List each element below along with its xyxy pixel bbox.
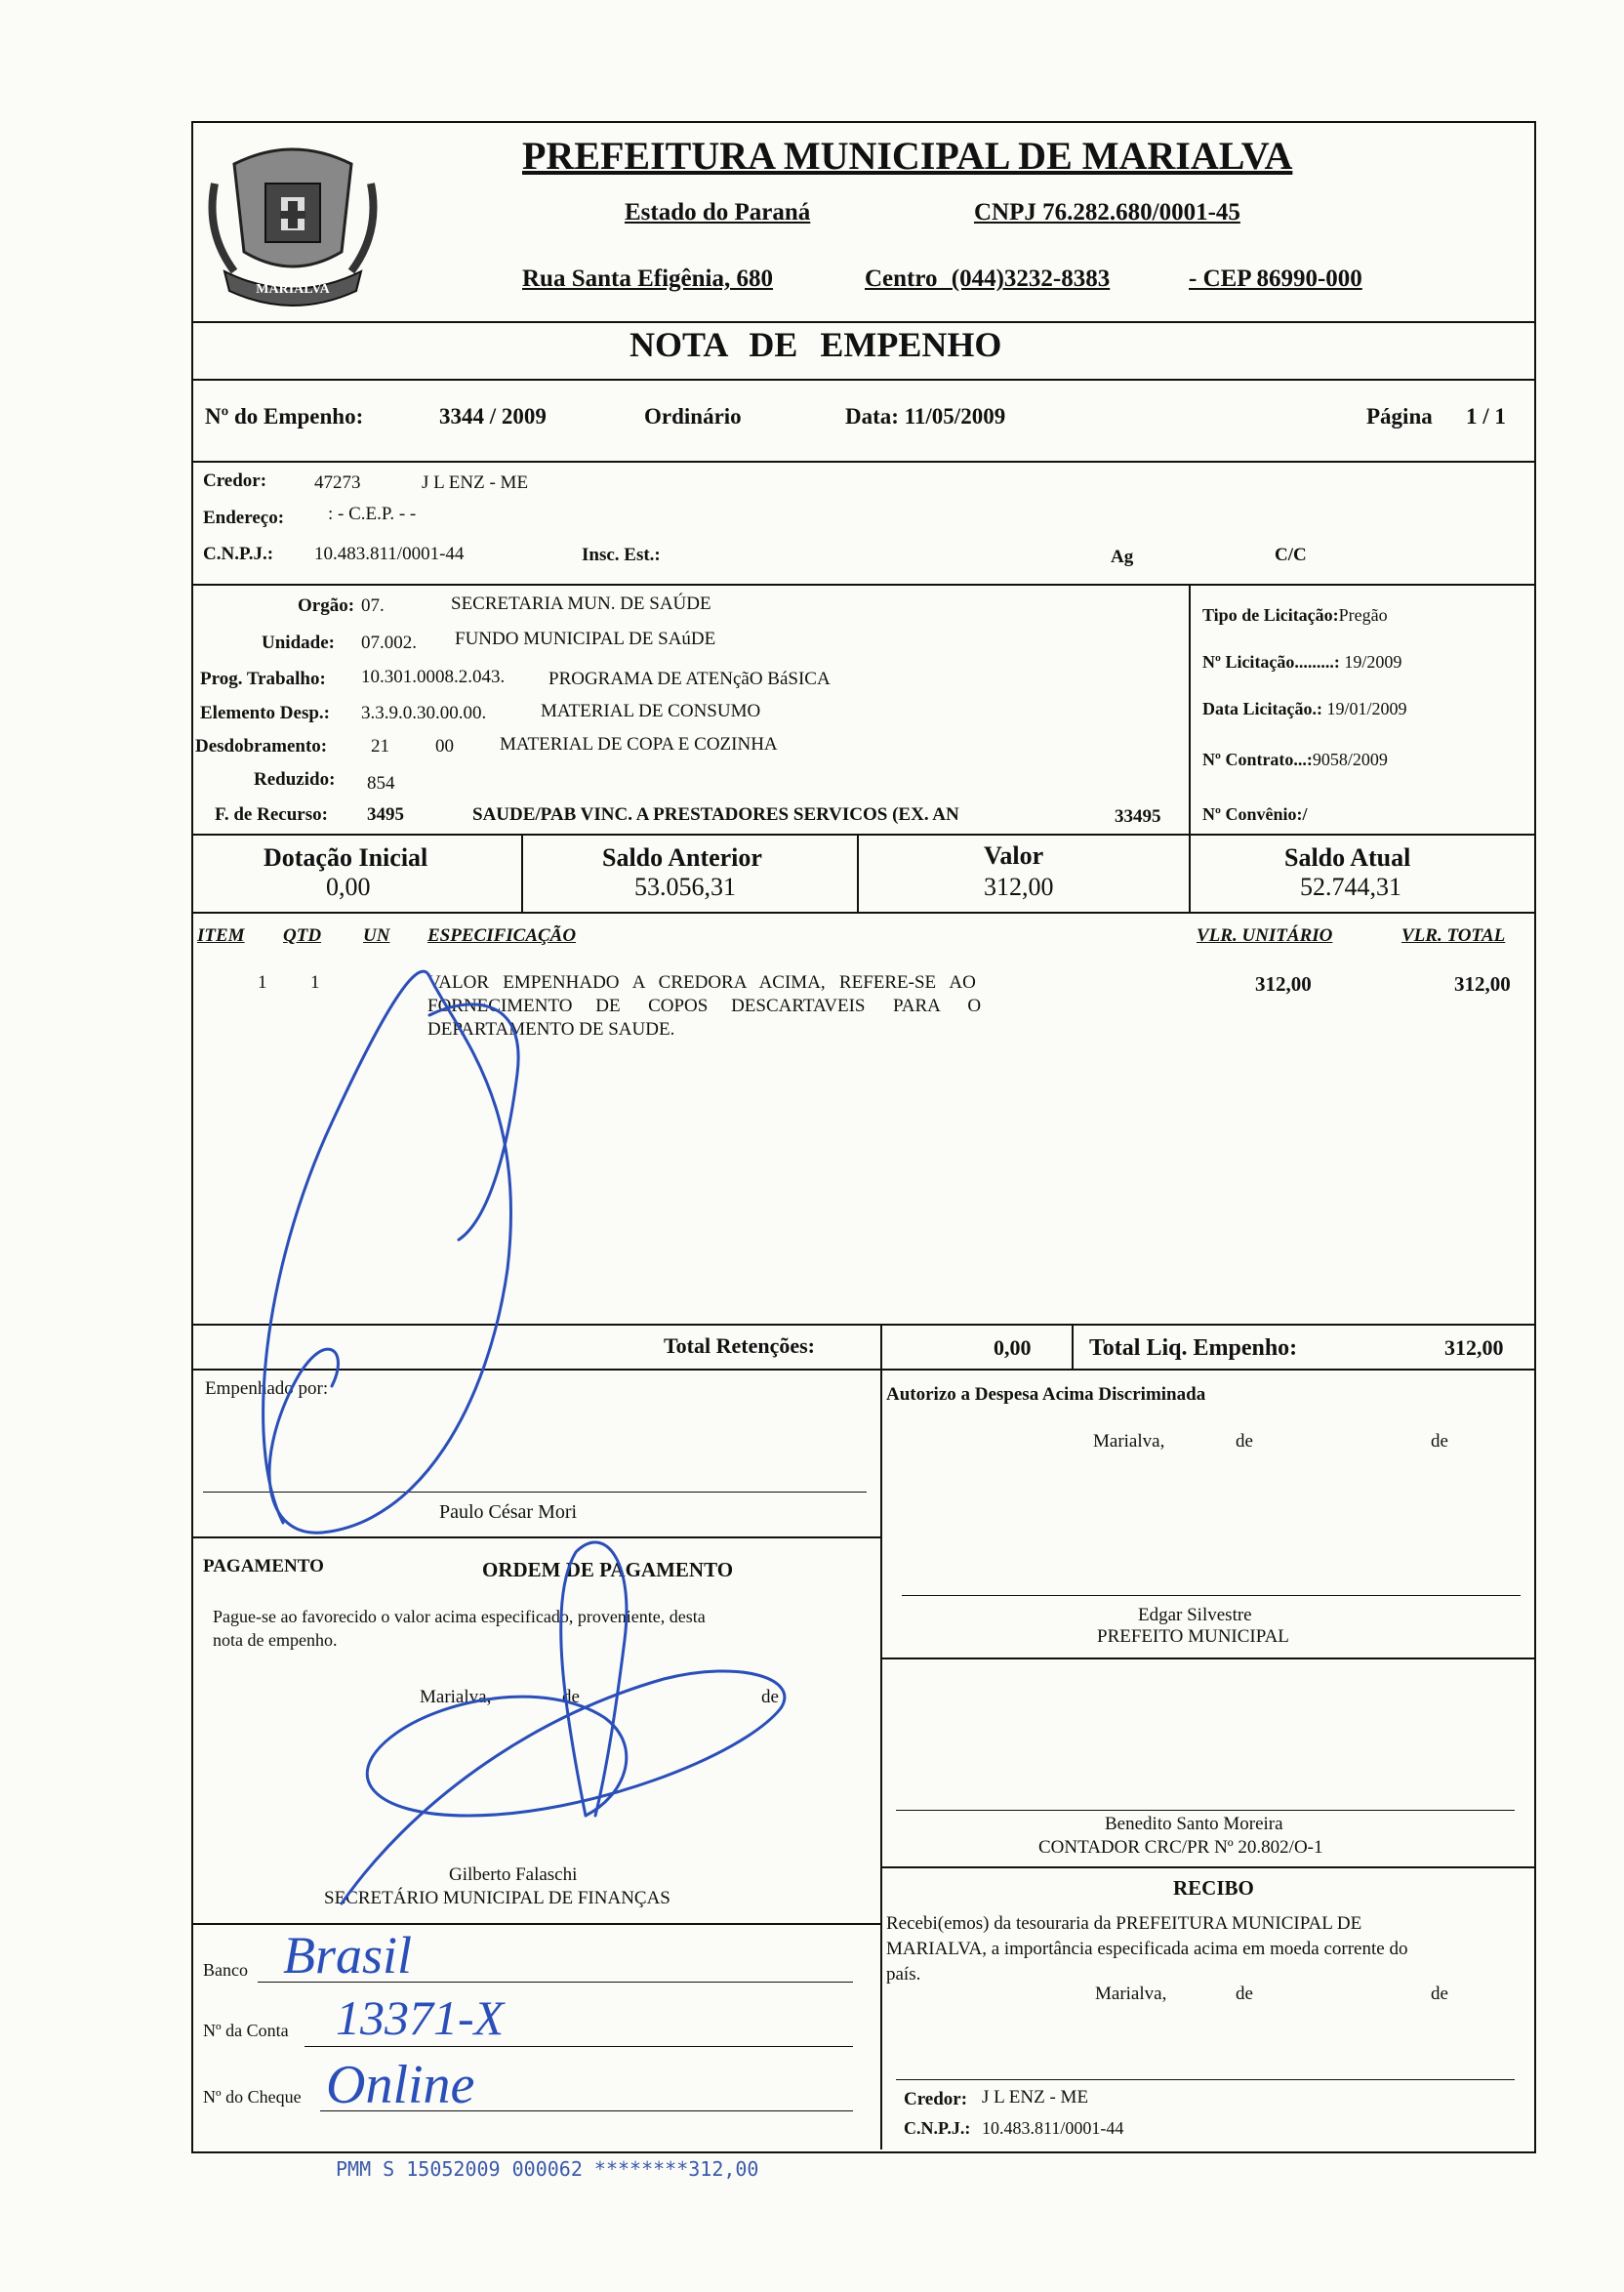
recibo-text3: país. xyxy=(886,1964,921,1985)
recibo-credor-value: J L ENZ - ME xyxy=(982,2087,1089,2108)
pagamento-label: PAGAMENTO xyxy=(203,1556,324,1576)
pagamento-text1: Pague-se ao favorecido o valor acima especificado, proveniente, desta xyxy=(213,1607,706,1626)
pagamento-place: Marialva, xyxy=(420,1687,492,1707)
autorizo-de1: de xyxy=(1236,1431,1253,1452)
recibo-cnpj-label: C.N.P.J.: xyxy=(904,2118,971,2138)
elem-label: Elemento Desp.: xyxy=(200,703,330,723)
saldo-atual-value: 52.744,31 xyxy=(1300,873,1401,901)
cnpj-label: CNPJ 76.282.680/0001-45 xyxy=(974,199,1240,225)
empenho-type: Ordinário xyxy=(644,404,742,429)
insc-est-label: Insc. Est.: xyxy=(582,545,661,565)
elem-code: 3.3.9.0.30.00.00. xyxy=(361,703,487,723)
licitacao-data-label: Data Licitação.: 19/01/2009 xyxy=(1202,699,1407,718)
recibo-credor-label: Credor: xyxy=(904,2089,968,2109)
recibo-de2: de xyxy=(1431,1984,1448,2004)
prefeito-name: Edgar Silvestre xyxy=(1138,1605,1252,1625)
recibo-text1: Recebi(emos) da tesouraria da PREFEITURA MUNICIPAL DE xyxy=(886,1913,1362,1934)
desd-code2: 00 xyxy=(435,736,454,757)
credor-code: 47273 xyxy=(314,472,361,493)
contador-name: Benedito Santo Moreira xyxy=(1105,1814,1283,1834)
recibo-de1: de xyxy=(1236,1984,1253,2004)
saldo-atual-label: Saldo Atual xyxy=(1284,843,1411,872)
secretario-name: Gilberto Falaschi xyxy=(449,1864,578,1885)
credor-name: J L ENZ - ME xyxy=(422,472,529,493)
orgao-label: Orgão: xyxy=(298,595,355,616)
unidade-code: 07.002. xyxy=(361,633,417,653)
agency-label: Ag xyxy=(1111,547,1134,567)
dotacao-label: Dotação Inicial xyxy=(264,843,428,872)
total-retencoes-value: 0,00 xyxy=(994,1335,1032,1360)
page-label: Página xyxy=(1366,404,1433,429)
prog-code: 10.301.0008.2.043. xyxy=(361,667,506,687)
empenho-date: Data: 11/05/2009 xyxy=(845,404,1006,429)
orgao-name: SECRETARIA MUN. DE SAÚDE xyxy=(451,593,711,614)
total-liq-label: Total Liq. Empenho: xyxy=(1089,1335,1298,1361)
empenho-number-value: 3344 / 2009 xyxy=(439,404,547,429)
prefeito-title: PREFEITO MUNICIPAL xyxy=(1097,1626,1289,1647)
banco-label: Banco xyxy=(203,1960,248,1980)
autorizo-title: Autorizo a Despesa Acima Discriminada xyxy=(886,1384,1206,1405)
crest-lettering: MARIALVA xyxy=(256,282,330,297)
pagamento-de1: de xyxy=(562,1687,580,1707)
page-number: 1 / 1 xyxy=(1466,404,1506,429)
recibo-place: Marialva, xyxy=(1095,1984,1167,2004)
col-item: ITEM xyxy=(197,925,245,946)
reduzido-value: 854 xyxy=(367,773,395,794)
recurso-code2: 33495 xyxy=(1115,806,1161,827)
prog-name: PROGRAMA DE ATENçãO BáSICA xyxy=(548,669,831,689)
valor-label: Valor xyxy=(984,841,1044,870)
col-especificacao: ESPECIFICAÇÃO xyxy=(427,925,577,946)
pagamento-de2: de xyxy=(761,1687,779,1707)
cheque-handwritten: Online xyxy=(326,2055,475,2115)
recurso-name: SAUDE/PAB VINC. A PRESTADORES SERVICOS (EX. AN xyxy=(472,804,959,825)
col-vlr-total: VLR. TOTAL xyxy=(1401,925,1506,946)
endereco-value: : - C.E.P. - - xyxy=(328,504,417,524)
address-label: Rua Santa Efigênia, 680 xyxy=(522,266,773,292)
total-retencoes-label: Total Retenções: xyxy=(664,1333,815,1358)
item-vlr-unit: 312,00 xyxy=(1255,972,1312,996)
secretario-title: SECRETÁRIO MUNICIPAL DE FINANÇAS xyxy=(324,1888,670,1908)
cheque-label: Nº do Cheque xyxy=(203,2087,302,2107)
cashier-stamp: PMM S 15052009 000062 ********312,00 xyxy=(336,2157,759,2181)
district-phone-label: Centro (044)3232-8383 xyxy=(865,266,1111,292)
col-un: UN xyxy=(363,925,390,946)
recibo-cnpj-value: 10.483.811/0001-44 xyxy=(982,2118,1124,2138)
autorizo-place: Marialva, xyxy=(1093,1431,1165,1452)
item-number: 1 xyxy=(258,972,267,993)
col-vlr-unitario: VLR. UNITÁRIO xyxy=(1197,925,1333,946)
pagamento-text2: nota de empenho. xyxy=(213,1630,338,1650)
orgao-code: 07. xyxy=(361,595,385,616)
licitacao-num-label: Nº Licitação.........: 19/2009 xyxy=(1202,652,1402,672)
unidade-name: FUNDO MUNICIPAL DE SAúDE xyxy=(455,629,716,649)
contador-title: CONTADOR CRC/PR Nº 20.802/O-1 xyxy=(1038,1837,1323,1858)
empenhado-por-label: Empenhado por: xyxy=(205,1378,329,1399)
ordem-pagamento-label: ORDEM DE PAGAMENTO xyxy=(482,1558,734,1581)
unidade-label: Unidade: xyxy=(262,633,335,653)
col-qtd: QTD xyxy=(283,925,322,946)
recurso-label: F. de Recurso: xyxy=(215,804,328,825)
doc-title: NOTA DE EMPENHO xyxy=(629,325,1002,364)
credor-label: Credor: xyxy=(203,471,267,491)
dotacao-value: 0,00 xyxy=(326,873,371,901)
empenho-number-label: Nº do Empenho: xyxy=(205,404,364,429)
page-title: PREFEITURA MUNICIPAL DE MARIALVA xyxy=(522,134,1293,178)
desd-name: MATERIAL DE COPA E COZINHA xyxy=(500,734,778,755)
convenio-label: Nº Convênio:/ xyxy=(1202,804,1308,824)
cnpj-label-credor: C.N.P.J.: xyxy=(203,544,274,564)
recibo-title: RECIBO xyxy=(1173,1876,1254,1900)
item-vlr-total: 312,00 xyxy=(1454,972,1511,996)
cep-label: - CEP 86990-000 xyxy=(1189,266,1362,292)
item-qtd: 1 xyxy=(310,972,320,993)
item-desc-line2: FORNECIMENTO DE COPOS DESCARTAVEIS PARA O xyxy=(427,996,982,1016)
account-label: C/C xyxy=(1275,545,1307,565)
conta-label: Nº da Conta xyxy=(203,2021,289,2040)
saldo-anterior-label: Saldo Anterior xyxy=(602,843,762,872)
saldo-anterior-value: 53.056,31 xyxy=(634,873,736,901)
contrato-label: Nº Contrato...:9058/2009 xyxy=(1202,750,1388,769)
elem-name: MATERIAL DE CONSUMO xyxy=(541,701,761,721)
recibo-text2: MARIALVA, a importância especificada acima em moeda corrente do xyxy=(886,1939,1408,1959)
empenhado-signer: Paulo César Mori xyxy=(439,1501,578,1523)
desd-label: Desdobramento: xyxy=(195,736,328,757)
cnpj-value-credor: 10.483.811/0001-44 xyxy=(314,544,465,564)
reduzido-label: Reduzido: xyxy=(254,769,336,790)
prog-label: Prog. Trabalho: xyxy=(200,669,326,689)
licitacao-tipo-label: Tipo de Licitação:Pregão xyxy=(1202,605,1388,625)
item-desc-line3: DEPARTAMENTO DE SAUDE. xyxy=(427,1019,675,1040)
valor-value: 312,00 xyxy=(984,873,1054,901)
banco-handwritten: Brasil xyxy=(283,1926,413,1985)
item-desc-line1: VALOR EMPENHADO A CREDORA ACIMA, REFERE-SE AO xyxy=(427,972,976,993)
total-liq-value: 312,00 xyxy=(1444,1335,1504,1360)
autorizo-de2: de xyxy=(1431,1431,1448,1452)
state-label: Estado do Paraná xyxy=(625,199,811,225)
desd-code1: 21 xyxy=(371,736,389,757)
conta-handwritten: 13371-X xyxy=(336,1990,505,2045)
endereco-label: Endereço: xyxy=(203,508,285,528)
recurso-code: 3495 xyxy=(367,804,404,825)
